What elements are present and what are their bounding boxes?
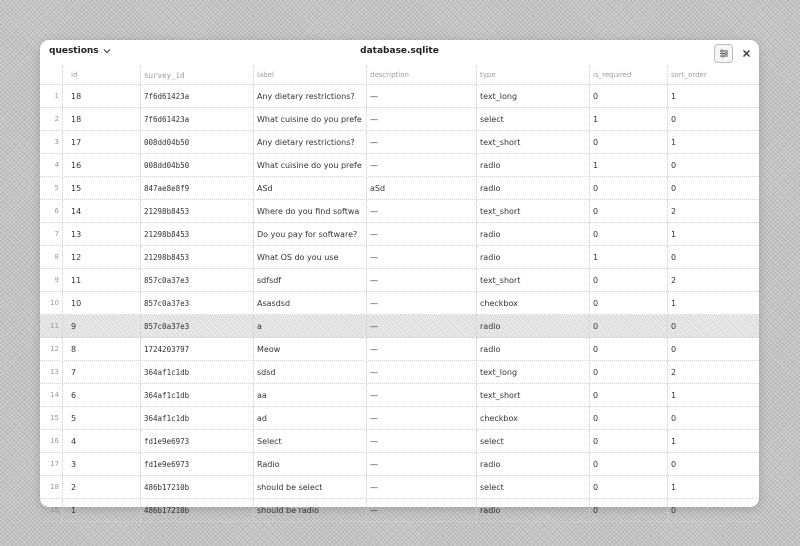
cell-is-required[interactable]: 1 — [589, 108, 667, 130]
table-row[interactable] — [40, 338, 759, 361]
cell-description[interactable]: — — [366, 361, 476, 383]
cell-sort-order[interactable]: 1 — [667, 476, 759, 498]
cell-is-required[interactable]: 0 — [589, 292, 667, 314]
cell-label[interactable]: Where do you find softwa — [253, 200, 366, 222]
cell-is-required[interactable]: 0 — [589, 223, 667, 245]
cell-survey-id[interactable]: 1724203797 — [140, 338, 253, 360]
close-x-icon — [742, 49, 751, 58]
row-number: 3 — [54, 138, 59, 146]
cell-sort-order[interactable]: 0 — [667, 315, 759, 337]
cell-sort-order[interactable]: 2 — [667, 269, 759, 291]
cell-sort-order[interactable]: 0 — [667, 108, 759, 130]
cell-id[interactable]: 6 — [62, 384, 140, 406]
cell-id[interactable]: 3 — [62, 453, 140, 475]
table-row[interactable] — [40, 499, 759, 522]
cell-description[interactable]: — — [366, 200, 476, 222]
cell-id[interactable]: 17 — [62, 131, 140, 153]
cell-description[interactable]: — — [366, 154, 476, 176]
cell-sort-order[interactable]: 0 — [667, 246, 759, 268]
row-number: 1 — [54, 92, 59, 100]
cell-survey-id[interactable]: 364af1c1db — [140, 384, 253, 406]
cell-label[interactable]: ASd — [253, 177, 366, 199]
cell-sort-order[interactable]: 0 — [667, 154, 759, 176]
cell-type[interactable]: text_short — [476, 200, 589, 222]
column-header-sort-order[interactable]: sort_order — [667, 66, 759, 84]
cell-description[interactable]: — — [366, 131, 476, 153]
cell-type[interactable]: radio — [476, 154, 589, 176]
cell-survey-id[interactable]: fd1e9e6973 — [140, 453, 253, 475]
cell-label[interactable]: should be radio — [253, 499, 366, 521]
row-number: 2 — [54, 115, 59, 123]
cell-type[interactable]: select — [476, 430, 589, 452]
cell-survey-id[interactable]: 486b17210b — [140, 499, 253, 521]
cell-survey-id[interactable]: 21298b8453 — [140, 246, 253, 268]
cell-label[interactable]: Any dietary restrictions? — [253, 85, 366, 107]
cell-type[interactable]: radio — [476, 499, 589, 521]
table-row[interactable] — [40, 223, 759, 246]
cell-label[interactable]: Radio — [253, 453, 366, 475]
cell-is-required[interactable]: 0 — [589, 499, 667, 521]
cell-label[interactable]: Asasdsd — [253, 292, 366, 314]
cell-label[interactable]: What cuisine do you prefe — [253, 154, 366, 176]
table-selector-label: questions — [49, 46, 99, 56]
cell-id[interactable]: 8 — [62, 338, 140, 360]
cell-id[interactable]: 2 — [62, 476, 140, 498]
cell-description[interactable]: — — [366, 430, 476, 452]
column-header-id[interactable]: id — [62, 66, 140, 84]
cell-label[interactable]: What OS do you use — [253, 246, 366, 268]
row-number: 9 — [54, 276, 59, 284]
cell-description[interactable]: — — [366, 269, 476, 291]
cell-sort-order[interactable]: 0 — [667, 338, 759, 360]
cell-label[interactable]: sdfsdf — [253, 269, 366, 291]
row-number: 4 — [54, 161, 59, 169]
cell-survey-id[interactable]: 857c0a37e3 — [140, 315, 253, 337]
table-row[interactable] — [40, 154, 759, 177]
cell-sort-order[interactable]: 1 — [667, 131, 759, 153]
cell-survey-id[interactable]: 857c0a37e3 — [140, 292, 253, 314]
close-button[interactable] — [737, 44, 756, 63]
cell-is-required[interactable]: 1 — [589, 246, 667, 268]
cell-survey-id[interactable]: 7f6d61423a — [140, 85, 253, 107]
cell-sort-order[interactable]: 2 — [667, 200, 759, 222]
cell-sort-order[interactable]: 0 — [667, 499, 759, 521]
row-number: 14 — [50, 391, 59, 399]
cell-type[interactable]: checkbox — [476, 407, 589, 429]
row-number: 8 — [54, 253, 59, 261]
row-number-header — [40, 66, 62, 84]
cell-survey-id[interactable]: 364af1c1db — [140, 407, 253, 429]
cell-description[interactable]: — — [366, 407, 476, 429]
cell-label[interactable]: Meow — [253, 338, 366, 360]
column-header-label[interactable]: label — [253, 66, 366, 84]
cell-id[interactable]: 7 — [62, 361, 140, 383]
cell-type[interactable]: select — [476, 476, 589, 498]
cell-is-required[interactable]: 0 — [589, 407, 667, 429]
titlebar — [40, 40, 759, 66]
table-row[interactable] — [40, 430, 759, 453]
table-row[interactable] — [40, 246, 759, 269]
row-number: 17 — [50, 460, 59, 468]
row-number: 12 — [50, 345, 59, 353]
column-header-is-required[interactable]: is_required — [589, 66, 667, 84]
row-number: 5 — [54, 184, 59, 192]
row-number: 6 — [54, 207, 59, 215]
cell-type[interactable]: checkbox — [476, 292, 589, 314]
cell-type[interactable]: select — [476, 108, 589, 130]
table-header-row — [40, 66, 759, 85]
cell-id[interactable]: 13 — [62, 223, 140, 245]
cell-survey-id[interactable]: 486b17210b — [140, 476, 253, 498]
cell-is-required[interactable]: 0 — [589, 453, 667, 475]
cell-description[interactable]: — — [366, 108, 476, 130]
cell-sort-order[interactable]: 0 — [667, 407, 759, 429]
cell-description[interactable]: — — [366, 453, 476, 475]
cell-survey-id[interactable]: 21298b8453 — [140, 200, 253, 222]
cell-label[interactable]: Do you pay for software? — [253, 223, 366, 245]
table-row[interactable] — [40, 131, 759, 154]
cell-description[interactable]: — — [366, 384, 476, 406]
cell-survey-id[interactable]: 21298b8453 — [140, 223, 253, 245]
cell-type[interactable]: radio — [476, 246, 589, 268]
cell-label[interactable]: What cuisine do you prefe — [253, 108, 366, 130]
row-number: 16 — [50, 437, 59, 445]
row-number: 15 — [50, 414, 59, 422]
cell-sort-order[interactable]: 2 — [667, 361, 759, 383]
cell-description[interactable]: — — [366, 292, 476, 314]
cell-description[interactable]: — — [366, 338, 476, 360]
column-header-survey-id[interactable]: survey_id — [140, 66, 253, 84]
cell-id[interactable]: 1 — [62, 499, 140, 521]
cell-is-required[interactable]: 0 — [589, 384, 667, 406]
filter-button[interactable] — [714, 44, 733, 63]
cell-type[interactable]: text_long — [476, 85, 589, 107]
cell-type[interactable]: text_short — [476, 384, 589, 406]
cell-id[interactable]: 18 — [62, 85, 140, 107]
table-row[interactable] — [40, 384, 759, 407]
cell-is-required[interactable]: 0 — [589, 338, 667, 360]
table-row[interactable] — [40, 200, 759, 223]
cell-is-required[interactable]: 0 — [589, 177, 667, 199]
cell-type[interactable]: radio — [476, 338, 589, 360]
cell-survey-id[interactable]: 857c0a37e3 — [140, 269, 253, 291]
cell-id[interactable]: 11 — [62, 269, 140, 291]
row-number: 13 — [50, 368, 59, 376]
cell-is-required[interactable]: 0 — [589, 200, 667, 222]
cell-type[interactable]: radio — [476, 177, 589, 199]
cell-id[interactable]: 12 — [62, 246, 140, 268]
cell-type[interactable]: text_short — [476, 131, 589, 153]
cell-label[interactable]: should be select — [253, 476, 366, 498]
cell-is-required[interactable]: 0 — [589, 131, 667, 153]
cell-id[interactable]: 9 — [62, 315, 140, 337]
cell-survey-id[interactable]: 364af1c1db — [140, 361, 253, 383]
cell-type[interactable]: text_short — [476, 269, 589, 291]
cell-description[interactable]: — — [366, 223, 476, 245]
table-row[interactable] — [40, 315, 759, 338]
cell-id[interactable]: 10 — [62, 292, 140, 314]
table-row[interactable] — [40, 407, 759, 430]
cell-sort-order[interactable]: 0 — [667, 177, 759, 199]
cell-is-required[interactable]: 0 — [589, 315, 667, 337]
row-number: 19 — [50, 506, 59, 514]
column-header-type[interactable]: type — [476, 66, 589, 84]
cell-description[interactable]: — — [366, 499, 476, 521]
cell-label[interactable]: Any dietary restrictions? — [253, 131, 366, 153]
cell-sort-order[interactable]: 1 — [667, 292, 759, 314]
table-row[interactable] — [40, 108, 759, 131]
cell-sort-order[interactable]: 1 — [667, 384, 759, 406]
table-row[interactable] — [40, 177, 759, 200]
cell-is-required[interactable]: 1 — [589, 154, 667, 176]
cell-sort-order[interactable]: 1 — [667, 223, 759, 245]
table-row[interactable] — [40, 85, 759, 108]
cell-label[interactable]: sdsd — [253, 361, 366, 383]
cell-label[interactable]: Select — [253, 430, 366, 452]
cell-survey-id[interactable]: 7f6d61423a — [140, 108, 253, 130]
row-number: 7 — [54, 230, 59, 238]
cell-is-required[interactable]: 0 — [589, 430, 667, 452]
cell-survey-id[interactable]: 008dd04b50 — [140, 154, 253, 176]
row-number: 10 — [50, 299, 59, 307]
cell-sort-order[interactable]: 1 — [667, 430, 759, 452]
cell-label[interactable]: ad — [253, 407, 366, 429]
cell-is-required[interactable]: 0 — [589, 85, 667, 107]
cell-sort-order[interactable]: 0 — [667, 453, 759, 475]
cell-is-required[interactable]: 0 — [589, 269, 667, 291]
table-row[interactable] — [40, 292, 759, 315]
sliders-icon — [719, 49, 729, 58]
cell-is-required[interactable]: 0 — [589, 361, 667, 383]
cell-type[interactable]: radio — [476, 223, 589, 245]
cell-type[interactable]: radio — [476, 453, 589, 475]
cell-id[interactable]: 18 — [62, 108, 140, 130]
table-row[interactable] — [40, 361, 759, 384]
cell-sort-order[interactable]: 1 — [667, 85, 759, 107]
cell-type[interactable]: text_long — [476, 361, 589, 383]
table-row[interactable] — [40, 453, 759, 476]
cell-id[interactable]: 4 — [62, 430, 140, 452]
cell-survey-id[interactable]: 008dd04b50 — [140, 131, 253, 153]
cell-label[interactable]: aa — [253, 384, 366, 406]
cell-description[interactable]: — — [366, 315, 476, 337]
cell-description[interactable]: — — [366, 246, 476, 268]
cell-type[interactable]: radio — [476, 315, 589, 337]
row-number: 11 — [50, 322, 59, 330]
cell-id[interactable]: 16 — [62, 154, 140, 176]
cell-id[interactable]: 14 — [62, 200, 140, 222]
cell-is-required[interactable]: 0 — [589, 476, 667, 498]
cell-survey-id[interactable]: fd1e9e6973 — [140, 430, 253, 452]
cell-id[interactable]: 5 — [62, 407, 140, 429]
database-window — [40, 40, 759, 515]
row-number: 18 — [50, 483, 59, 491]
table-row[interactable] — [40, 476, 759, 499]
data-table — [40, 66, 759, 522]
column-header-description[interactable]: description — [366, 66, 476, 84]
cell-description[interactable]: — — [366, 476, 476, 498]
cell-survey-id[interactable]: 847ae8e8f9 — [140, 177, 253, 199]
database-title: database.sqlite — [360, 46, 439, 56]
cell-id[interactable]: 15 — [62, 177, 140, 199]
table-row[interactable] — [40, 269, 759, 292]
cell-description[interactable]: aSd — [366, 177, 476, 199]
cell-label[interactable]: a — [253, 315, 366, 337]
cell-description[interactable]: — — [366, 85, 476, 107]
